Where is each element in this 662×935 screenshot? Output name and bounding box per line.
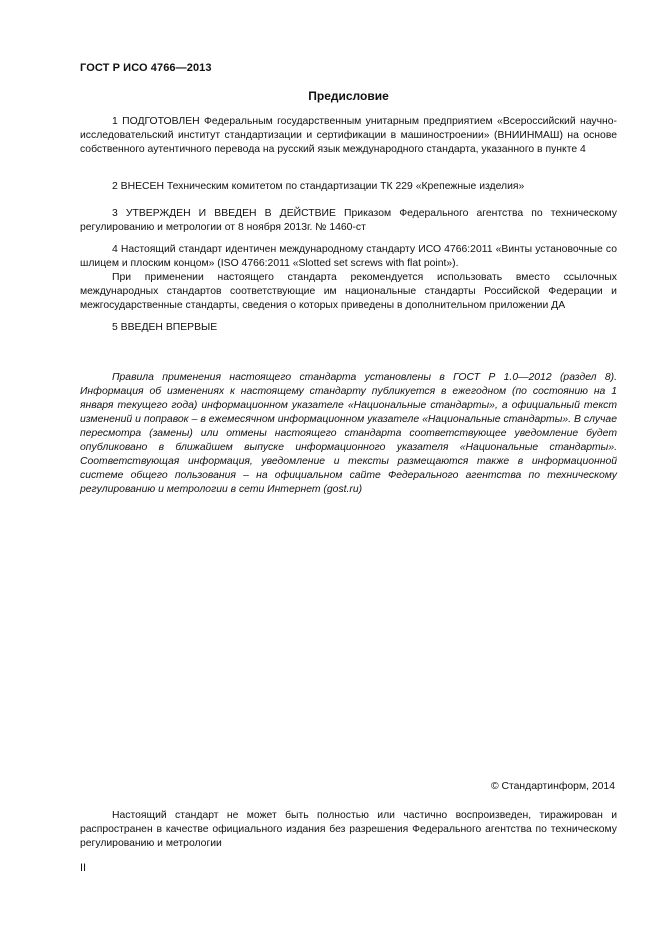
- reproduction-notice: Настоящий стандарт не может быть полностью или частично воспроизведен, тиражирован и распространен в качестве официального издания без разрешения Федерального агентства по техническому регулированию и метрологии: [80, 810, 617, 849]
- paragraph-4b: При применении настоящего стандарта рекомендуется использовать вместо ссылочных международных стандартов соответствующие им национальные стандарты Российской Федерации и межгосударственные стандарты, сведения о которых приведены в дополнительном приложении ДА: [80, 272, 617, 311]
- paragraph-4: 4 Настоящий стандарт идентичен международному стандарту ИСО 4766:2011 «Винты установочные со шлицем и плоским концом» (ISO 4766:2011 «Slotted set screws with flat point»).: [80, 244, 617, 269]
- paragraph-5: 5 ВВЕДЕН ВПЕРВЫЕ: [112, 322, 218, 333]
- notice-paragraph: Правила применения настоящего стандарта установлены в ГОСТ Р 1.0—2012 (раздел 8). Информация об изменениях к настоящему стандарту публикуется в ежегодном (по состоянию на 1 января текущего года) информационном указателе «Национальные стандарты», а официальный текст изменений и поправок – в ежемесячном информационном указателе «Национальные стандарты». В случае пересмотра (замены) или отмены настоящего стандарта соответствующее уведомление будет опубликовано в ближайшем выпуске информационного указателя «Национальные стандарты». Соответствующая информация, уведомление и тексты размещаются также в информационной системе общего пользования – на официальном сайте Федерального агентства по техническому регулированию и метрологии в сети Интернет (gost.ru): [80, 372, 617, 495]
- paragraph-2: 2 ВНЕСЕН Техническим комитетом по стандартизации ТК 229 «Крепежные изделия»: [112, 181, 525, 192]
- paragraph-1: 1 ПОДГОТОВЛЕН Федеральным государственным унитарным предприятием «Всероссийский научно-исследовательский институт стандартизации и сертификации в машиностроении» (ВНИИНМАШ) на основе собственного аутентичного перевода на русский язык международного стандарта, указанного в пункте 4: [80, 116, 617, 155]
- document-header: ГОСТ Р ИСО 4766—2013: [80, 62, 212, 74]
- paragraph-3: 3 УТВЕРЖДЕН И ВВЕДЕН В ДЕЙСТВИЕ Приказом Федерального агентства по техническому регулированию и метрологии от 8 ноября 2013г. № 1460-ст: [80, 208, 617, 233]
- page-title: Предисловие: [308, 89, 389, 103]
- page-number: II: [80, 862, 87, 874]
- copyright-line: © Стандартинформ, 2014: [490, 781, 615, 792]
